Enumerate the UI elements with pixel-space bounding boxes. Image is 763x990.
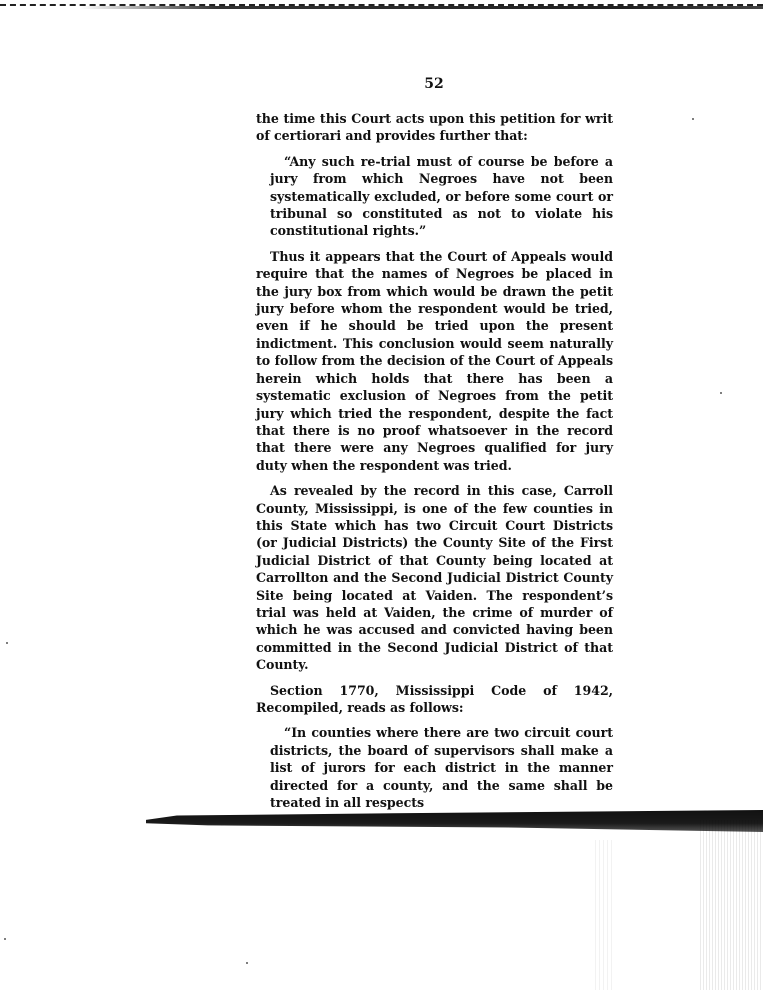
page-number: 52 [424,76,444,92]
block-quote-statute [256,724,613,811]
quote-text: “In counties where there are two circuit court districts, the board of supervisors shall make a list of jurors for each district in the manner directed for a county, and the same shall be treated in all respects [270,725,613,811]
bottom-scan-bar [146,810,763,832]
block-quote-retrial [256,153,613,240]
paragraph-section-1770: Section 1770, Mississippi Code of 1942, Recompiled, reads as follows: [256,682,613,715]
scan-noise-right [700,820,763,990]
paragraph-continuation: the time this Court acts upon this petition for writ of certiorari and provides further that: [256,111,613,144]
scan-speck [246,962,248,964]
scan-speck [692,118,694,120]
paragraph-carroll-county: As revealed by the record in this case, Carroll County, Mississippi, is one of the few counties in this State which has two Circuit Court Districts (or Judicial Districts) the County Site of the First Judicial District of that County being located at Carrollton and the Second Judicial District County Site being located at Vaiden. The respondent’s trial was held at Vaiden, the crime of murder of which he was accused and convicted having been committed in the Second Judicial District of that County. [256,483,613,673]
paragraph-court-of-appeals: Thus it appears that the Court of Appeals would require that the names of Negroes be placed in the jury box from which would be drawn the petit jury before whom the respondent would be tried, even if he should be tried upon the present indictment. This conclusion would seem naturally to follow from the decision of the Court of Appeals herein which holds that there has been a systematic exclusion of Negroes from the petit jury which tried the respondent, despite the fact that there is no proof whatsoever in the record that there were any Negroes qualified for jury duty when the respondent was tried. [256,248,613,473]
scan-speck [4,938,6,940]
scan-speck [6,642,8,644]
scan-noise-mid [595,840,615,990]
scan-speck [720,392,722,394]
quote-text: “Any such re-trial must of course be before a jury from which Negroes have not been systematically excluded, or before some court or tribunal so constituted as not to violate his constitutional rights.” [270,153,613,239]
document-body [256,110,613,819]
top-scan-edge [80,6,763,9]
